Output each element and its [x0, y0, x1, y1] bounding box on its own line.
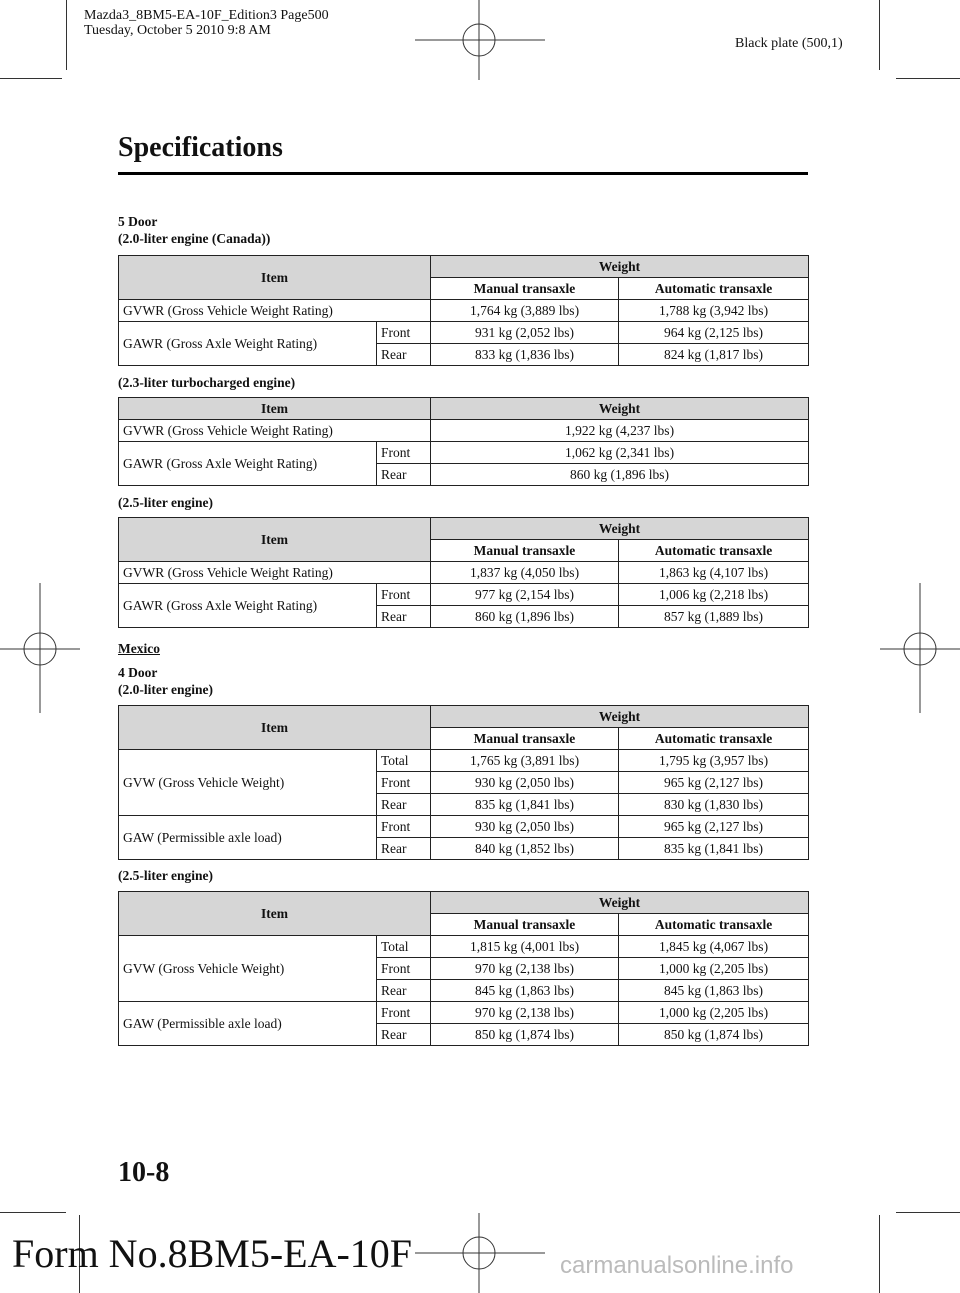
item-header: Item	[119, 518, 431, 562]
gvw-label: GVW (Gross Vehicle Weight)	[119, 936, 377, 1002]
crop-mark-bottom-right-h	[896, 1212, 960, 1213]
weight-header: Weight	[431, 706, 809, 728]
manual-header: Manual transaxle	[431, 728, 619, 750]
registration-mark-left	[0, 583, 80, 713]
automatic-header: Automatic transaxle	[619, 540, 809, 562]
rear-label: Rear	[377, 980, 431, 1002]
automatic-header: Automatic transaxle	[619, 728, 809, 750]
watermark: carmanualsonline.info	[560, 1252, 794, 1279]
table-cell: 970 kg (2,138 lbs)	[431, 1002, 619, 1024]
table-cell: 824 kg (1,817 lbs)	[619, 344, 809, 366]
rear-label: Rear	[377, 794, 431, 816]
manual-header: Manual transaxle	[431, 540, 619, 562]
table-cell: 1,863 kg (4,107 lbs)	[619, 562, 809, 584]
table-cell: 931 kg (2,052 lbs)	[431, 322, 619, 344]
table-cell: 970 kg (2,138 lbs)	[431, 958, 619, 980]
front-label: Front	[377, 958, 431, 980]
form-number: Form No.8BM5-EA-10F	[12, 1231, 413, 1276]
mexico-caption-engine: (2.0-liter engine)	[118, 682, 213, 697]
table-cell: 860 kg (1,896 lbs)	[431, 464, 809, 486]
rear-label: Rear	[377, 1024, 431, 1046]
section3-caption: (2.5-liter engine)	[118, 495, 213, 510]
automatic-header: Automatic transaxle	[619, 914, 809, 936]
table-cell: 964 kg (2,125 lbs)	[619, 322, 809, 344]
section1-caption-door: 5 Door	[118, 214, 158, 229]
crop-mark-bottom-left-h	[0, 1212, 66, 1213]
plate-label: Black plate (500,1)	[735, 36, 843, 51]
item-header: Item	[119, 256, 431, 300]
section3-table	[118, 517, 809, 628]
table-cell: 1,765 kg (3,891 lbs)	[431, 750, 619, 772]
item-header: Item	[119, 892, 431, 936]
crop-mark-top-left-h	[0, 78, 62, 79]
rear-label: Rear	[377, 838, 431, 860]
table-cell: 1,795 kg (3,957 lbs)	[619, 750, 809, 772]
table-cell: 835 kg (1,841 lbs)	[431, 794, 619, 816]
table-cell: 840 kg (1,852 lbs)	[431, 838, 619, 860]
section2-caption: (2.3-liter turbocharged engine)	[118, 375, 296, 390]
front-label: Front	[377, 442, 431, 464]
mexico-caption-door: 4 Door	[118, 665, 158, 680]
table-cell: 857 kg (1,889 lbs)	[619, 606, 809, 628]
front-label: Front	[377, 322, 431, 344]
rear-label: Rear	[377, 344, 431, 366]
section5-caption: (2.5-liter engine)	[118, 868, 213, 883]
table-cell: 1,062 kg (2,341 lbs)	[431, 442, 809, 464]
gvwr-label: GVWR (Gross Vehicle Weight Rating)	[119, 300, 431, 322]
gvwr-label: GVWR (Gross Vehicle Weight Rating)	[119, 420, 431, 442]
gawr-label: GAWR (Gross Axle Weight Rating)	[119, 322, 377, 366]
section1-caption-engine: (2.0-liter engine (Canada))	[118, 231, 271, 246]
title-rule	[118, 172, 808, 175]
table-cell: 833 kg (1,836 lbs)	[431, 344, 619, 366]
item-header: Item	[119, 706, 431, 750]
section1-table	[118, 255, 809, 366]
crop-mark-top-left-v	[66, 0, 67, 70]
print-date-line: Tuesday, October 5 2010 9:8 AM	[84, 23, 271, 38]
weight-header: Weight	[431, 892, 809, 914]
table-cell: 1,788 kg (3,942 lbs)	[619, 300, 809, 322]
gawr-label: GAWR (Gross Axle Weight Rating)	[119, 584, 377, 628]
gaw-label: GAW (Permissible axle load)	[119, 1002, 377, 1046]
front-label: Front	[377, 816, 431, 838]
table-cell: 860 kg (1,896 lbs)	[431, 606, 619, 628]
table-cell: 1,000 kg (2,205 lbs)	[619, 1002, 809, 1024]
registration-mark-right	[880, 583, 960, 713]
section4-table	[118, 705, 809, 860]
mexico-heading: Mexico	[118, 641, 160, 656]
table-cell: 930 kg (2,050 lbs)	[431, 816, 619, 838]
automatic-header: Automatic transaxle	[619, 278, 809, 300]
table-cell: 977 kg (2,154 lbs)	[431, 584, 619, 606]
print-file-line: Mazda3_8BM5-EA-10F_Edition3 Page500	[84, 8, 329, 23]
weight-header: Weight	[431, 518, 809, 540]
page-number: 10-8	[118, 1157, 170, 1188]
weight-header: Weight	[431, 256, 809, 278]
section5-table	[118, 891, 809, 1046]
gvwr-label: GVWR (Gross Vehicle Weight Rating)	[119, 562, 431, 584]
gawr-label: GAWR (Gross Axle Weight Rating)	[119, 442, 377, 486]
table-cell: 1,837 kg (4,050 lbs)	[431, 562, 619, 584]
table-cell: 1,922 kg (4,237 lbs)	[431, 420, 809, 442]
total-label: Total	[377, 750, 431, 772]
table-cell: 1,764 kg (3,889 lbs)	[431, 300, 619, 322]
rear-label: Rear	[377, 606, 431, 628]
total-label: Total	[377, 936, 431, 958]
table-cell: 1,000 kg (2,205 lbs)	[619, 958, 809, 980]
front-label: Front	[377, 584, 431, 606]
manual-header: Manual transaxle	[431, 914, 619, 936]
rear-label: Rear	[377, 464, 431, 486]
table-cell: 1,815 kg (4,001 lbs)	[431, 936, 619, 958]
crop-mark-top-right-v	[879, 0, 880, 70]
weight-header: Weight	[431, 398, 809, 420]
table-cell: 965 kg (2,127 lbs)	[619, 816, 809, 838]
front-label: Front	[377, 772, 431, 794]
front-label: Front	[377, 1002, 431, 1024]
table-cell: 835 kg (1,841 lbs)	[619, 838, 809, 860]
table-cell: 965 kg (2,127 lbs)	[619, 772, 809, 794]
table-cell: 830 kg (1,830 lbs)	[619, 794, 809, 816]
gaw-label: GAW (Permissible axle load)	[119, 816, 377, 860]
table-cell: 1,006 kg (2,218 lbs)	[619, 584, 809, 606]
table-cell: 850 kg (1,874 lbs)	[431, 1024, 619, 1046]
crop-mark-top-right-h	[896, 78, 960, 79]
gvw-label: GVW (Gross Vehicle Weight)	[119, 750, 377, 816]
section2-table	[118, 397, 809, 486]
manual-header: Manual transaxle	[431, 278, 619, 300]
registration-mark-top	[415, 0, 545, 80]
table-cell: 845 kg (1,863 lbs)	[619, 980, 809, 1002]
page-title: Specifications	[118, 132, 283, 163]
table-cell: 930 kg (2,050 lbs)	[431, 772, 619, 794]
registration-mark-bottom	[415, 1213, 545, 1293]
table-cell: 1,845 kg (4,067 lbs)	[619, 936, 809, 958]
table-cell: 845 kg (1,863 lbs)	[431, 980, 619, 1002]
item-header: Item	[119, 398, 431, 420]
table-cell: 850 kg (1,874 lbs)	[619, 1024, 809, 1046]
crop-mark-bottom-right-v	[879, 1215, 880, 1293]
